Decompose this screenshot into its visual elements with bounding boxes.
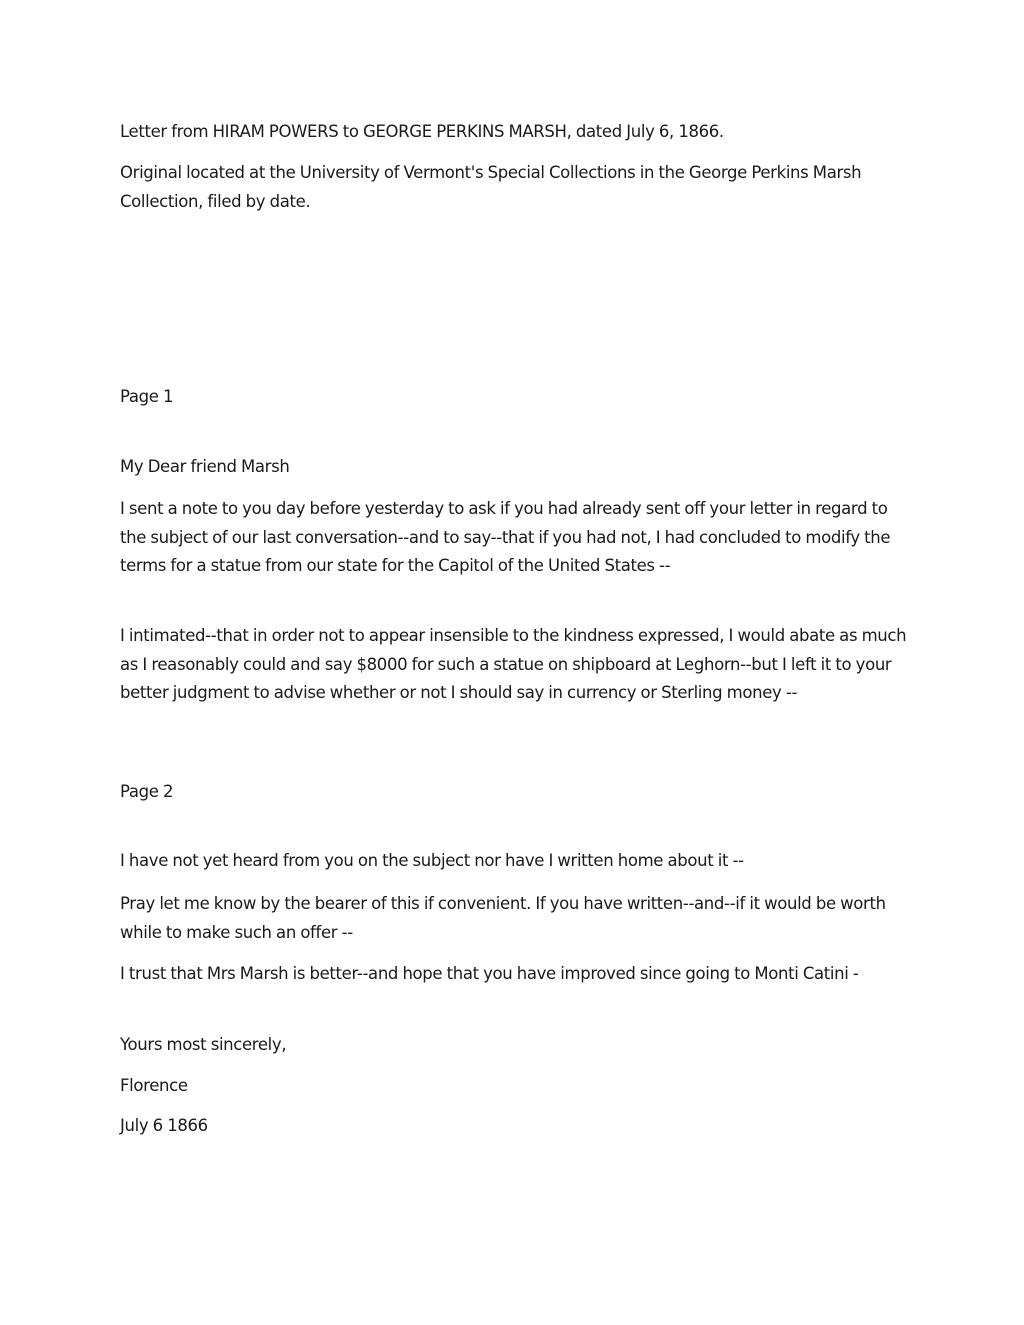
page-label-1: Page 1 — [120, 387, 174, 406]
letter-paragraph-4: Pray let me know by the bearer of this if convenient. If you have written--and--if it would be worth while to make such an offer -- — [120, 894, 886, 942]
closing: Yours most sincerely, — [120, 1035, 287, 1054]
source-note: Original located at the University of Vermont's Special Collections in the George Perkins Marsh Collection, filed by date. — [120, 163, 862, 211]
letter-paragraph-3: I have not yet heard from you on the subject nor have I written home about it -- — [120, 851, 744, 870]
salutation: My Dear friend Marsh — [120, 457, 290, 476]
letter-paragraph-1: I sent a note to you day before yesterday to ask if you had already sent off your letter in regard to the subject of our last conversation--and to say--that if you had not, I had concluded to modify the terms for a statue from our state for the Capitol of the United States -- — [120, 499, 891, 576]
document-title-line: Letter from HIRAM POWERS to GEORGE PERKINS MARSH, dated July 6, 1866. — [120, 122, 724, 141]
page-label-2: Page 2 — [120, 782, 174, 801]
date: July 6 1866 — [120, 1116, 208, 1135]
place: Florence — [120, 1076, 188, 1095]
letter-paragraph-2: I intimated--that in order not to appear insensible to the kindness expressed, I would abate as much as I reasonably could and say $8000 for such a statue on shipboard at Leghorn--but I left it to your better judgment to advise whether or not I should say in currency or Sterling money -- — [120, 626, 907, 703]
letter-paragraph-5: I trust that Mrs Marsh is better--and hope that you have improved since going to Monti Catini - — [120, 964, 859, 983]
